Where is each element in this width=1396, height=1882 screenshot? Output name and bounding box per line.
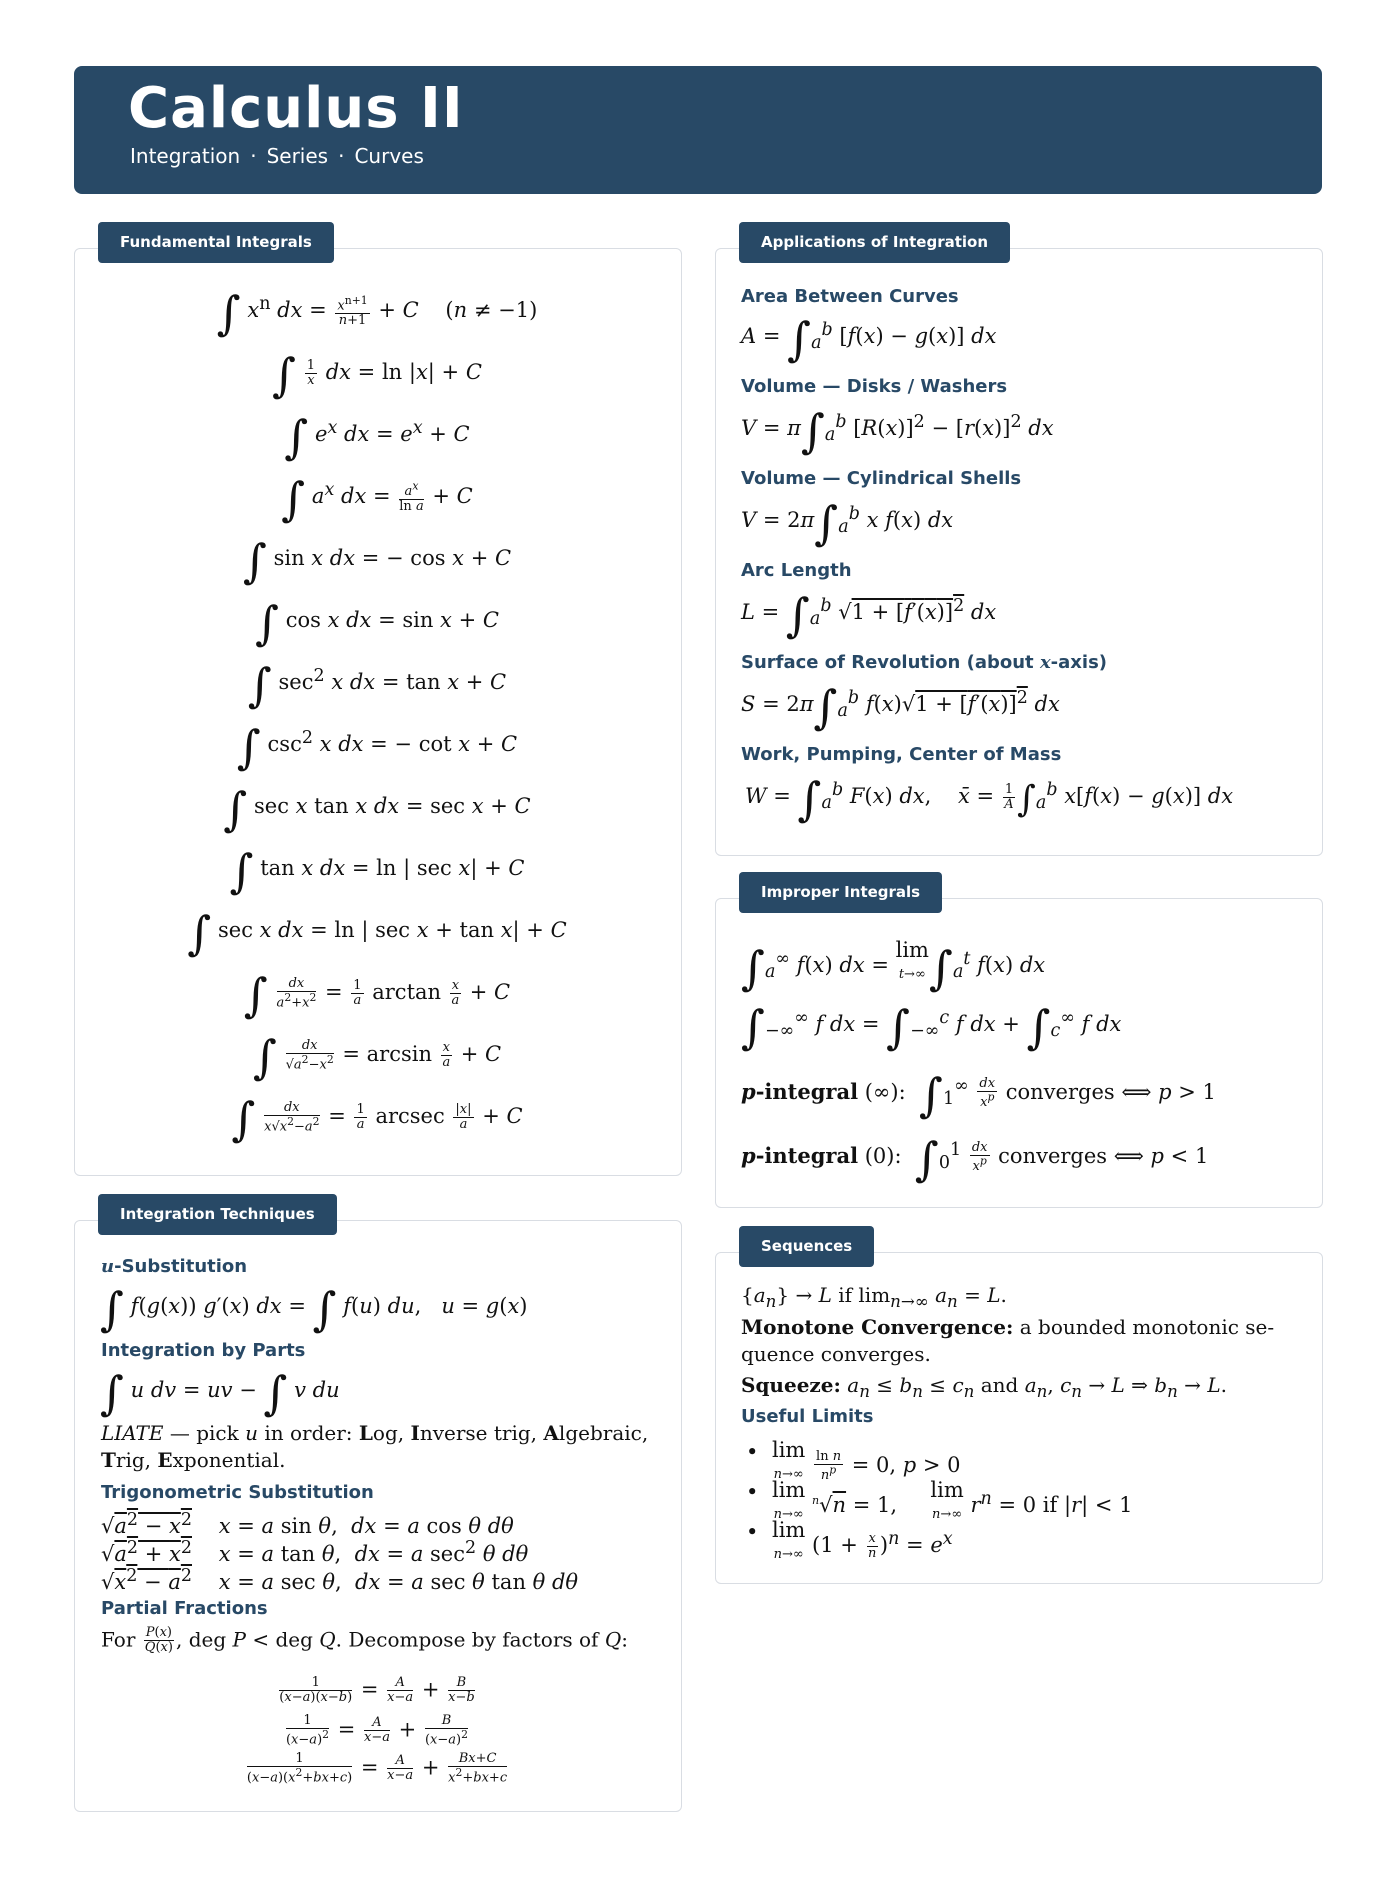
surface-revolution-heading: Surface of Revolution (about x-axis) <box>741 652 1108 673</box>
subtitle-separator: · <box>338 144 345 168</box>
integration-by-parts-formula: ∫ u dv = uv − ∫ v du <box>100 1366 340 1420</box>
limit-e: lim n→∞ (1 + $\frac{x}{n}$ )$^n = e^x$ <box>772 1518 953 1562</box>
partial-fraction-row-distinct: $\frac{1}{(x-a)(x-b)}$ = $\frac{A}{x-a}$ + $\frac{B}{x-b}$ <box>279 1675 475 1706</box>
sequences-tag: Sequences <box>739 1226 874 1267</box>
work-center-mass-heading: Work, Pumping, Center of Mass <box>741 744 1062 765</box>
improper-infinite-formula: $\int_a^\infty$ f(x) dx = lim $t\to\infty\int_a^t$ f(x) dx <box>741 938 1046 995</box>
limit-log-power: lim n→∞ $\frac{\text{ln n}}{n^p}$ = 0, p > 0 <box>772 1438 961 1484</box>
monotone-convergence-text-cont: quence converges. <box>741 1342 931 1366</box>
subtitle-item: Curves <box>354 144 424 168</box>
arc-length-heading: Arc Length <box>741 560 852 581</box>
formula-general-exponential: ∫ $a^x$ dx = $\frac{a^x}{\text{ln a}}$ + C <box>281 472 473 526</box>
applications-tag: Applications of Integration <box>739 222 1010 263</box>
formula-arcsin: ∫ $\frac{dx}{√a^2-x^2}$ = arcsin $\frac{x}{a}$ + C <box>252 1030 502 1084</box>
formula-tangent: ∫ tan x dx = ln | sec x| + C <box>229 844 525 898</box>
squeeze-theorem: Squeeze: $a_n \le b_n \le c_n$ and $a_n$, $c_n \to L$ ⇒ $b_n \to L$. <box>741 1373 1227 1401</box>
fundamental-integrals-tag: Fundamental Integrals <box>98 222 334 263</box>
formula-secant: ∫ sec x dx = ln | sec x + tan x| + C <box>187 906 567 960</box>
monotone-convergence <box>741 1314 1301 1368</box>
sequence-convergence-definition: $\{a_n\} \to L$ if $\lim_{n\to\infty} a_n = L$. <box>741 1283 1007 1311</box>
u-substitution-heading: u-Substitution <box>101 1256 248 1277</box>
trig-sub-row-tan: $√a^2 + x^2$ x = a tan θ, dx = a $\sec^2 \theta$ dθ <box>101 1538 529 1566</box>
formula-sec-tan: ∫ sec x tan x dx = sec x + C <box>223 782 531 836</box>
formula-arctan: ∫ $\frac{dx}{a^2+x^2}$ = $\frac{1}{a}$ arctan $\frac{x}{a}$ + C <box>243 968 511 1022</box>
p-integral-infinity: p-integral (∞): $\int_1^\infty$ $\frac{dx}{x^p}$ converges ⟺ p > 1 <box>741 1068 1216 1122</box>
p-integral-zero: p-integral (0): $\int_0^1$ $\frac{dx}{x^p}$ converges ⟺ p < 1 <box>741 1132 1209 1186</box>
formula-cosine: ∫ cos x dx = sin x + C <box>255 596 499 650</box>
liate-text: LIATE — pick u in order: Log, Inverse trig, Algebraic, Trig, Exponential. <box>101 1421 649 1472</box>
partial-fractions-intro: For $\frac{P(x)}{Q(x)}$ , deg P < deg Q. Decompose by factors of Q: <box>101 1625 628 1656</box>
trig-substitution-heading: Trigonometric Substitution <box>101 1482 374 1503</box>
integration-by-parts-heading: Integration by Parts <box>101 1340 306 1361</box>
limit-bullet: • <box>746 1440 759 1464</box>
partial-fraction-row-quadratic: $\frac{1}{(x-a)(x^2+bx+c)}$ = $\frac{A}{x-a}$ + $\frac{Bx+C}{x^2+bx+c}$ <box>246 1751 508 1786</box>
monotone-convergence-label: Monotone Convergence: <box>741 1315 1014 1339</box>
partial-fractions-heading: Partial Fractions <box>101 1598 268 1619</box>
trig-sub-row-sin: $√a^2 - x^2$ x = a sin θ, dx = a cos θ dθ <box>101 1510 514 1538</box>
formula-exponential: ∫ $e^x$ dx = $e^x + C$ <box>284 410 470 464</box>
integration-techniques-tag: Integration Techniques <box>98 1194 337 1235</box>
volume-shells-formula: $V = 2\pi\int_a^b$ x f(x) dx <box>741 496 954 550</box>
u-substitution-formula: ∫ f(g(x)) g′(x) dx = ∫ f(u) du, u = g(x) <box>100 1282 528 1336</box>
volume-shells-heading: Volume — Cylindrical Shells <box>741 468 1022 489</box>
work-center-mass-formula: $W = \int_a^b$ F(x) dx, x̄ = $\frac{1}{A}$ $\int_a^b$ x[f(x) − g(x)] dx <box>745 772 1234 826</box>
subtitle-item: Series <box>266 144 329 168</box>
partial-fraction-row-repeated: $\frac{1}{(x-a)^2}$ = $\frac{A}{x-a}$ + $\frac{B}{(x-a)^2}$ <box>285 1713 469 1748</box>
formula-reciprocal: ∫ $\frac{1}{x}$ dx = ln |x| + C <box>272 348 482 402</box>
trig-sub-row-sec: $√x^2 - a^2$ x = a sec θ, dx = a sec θ tan θ dθ <box>101 1566 579 1594</box>
monotone-convergence-text: a bounded monotonic se- <box>1013 1315 1275 1339</box>
formula-secant-squared: ∫ $\sec^2 x$ dx = tan x + C <box>247 658 507 712</box>
improper-integrals-tag: Improper Integrals <box>739 872 942 913</box>
formula-sine: ∫ sin x dx = − cos x + C <box>242 534 512 588</box>
page-header <box>74 66 1322 194</box>
formula-arcsec: ∫ $\frac{dx}{x√x^2-a^2}$ = $\frac{1}{a}$ arcsec $\frac{|x|}{a}$ + C <box>231 1092 523 1146</box>
area-between-curves-heading: Area Between Curves <box>741 286 959 307</box>
limit-bullet: • <box>746 1520 759 1544</box>
formula-power-rule: ∫ $x^n$ dx = $\frac{x^{n+1}}{n+1}$ + C (n ≠ −1) <box>216 286 538 340</box>
page-title: Calculus II <box>128 76 464 141</box>
surface-revolution-formula: $S = 2\pi\int_a^b$ $f(x)√1 + [f'(x)]^2$ dx <box>741 680 1060 734</box>
limit-nth-root: lim n→∞ $^n$√n = 1, lim n→∞ $r^n = 0$ if |r| < 1 <box>772 1478 1133 1522</box>
limit-bullet: • <box>746 1480 759 1504</box>
volume-disks-heading: Volume — Disks / Washers <box>741 376 1008 397</box>
improper-double-infinite-formula: $\int_{-\infty}^\infty$ f dx = $\int_{-\infty}^c$ f dx + $\int_c^\infty$ f dx <box>741 1000 1122 1054</box>
volume-disks-formula: $V = \pi\int_a^b$ $[R(x)]^2 - [r(x)]^2$ dx <box>741 404 1054 458</box>
page-subtitle <box>130 144 424 168</box>
useful-limits-heading: Useful Limits <box>741 1406 874 1427</box>
subtitle-separator: · <box>250 144 257 168</box>
subtitle-item: Integration <box>130 144 241 168</box>
formula-cosecant-squared: ∫ $\csc^2 x$ dx = − cot x + C <box>236 720 518 774</box>
arc-length-formula: $L = \int_a^b$ $√1 + [f'(x)]^2$ dx <box>741 588 997 642</box>
area-between-curves-formula: $A = \int_a^b$ [f(x) − g(x)] dx <box>741 312 997 366</box>
